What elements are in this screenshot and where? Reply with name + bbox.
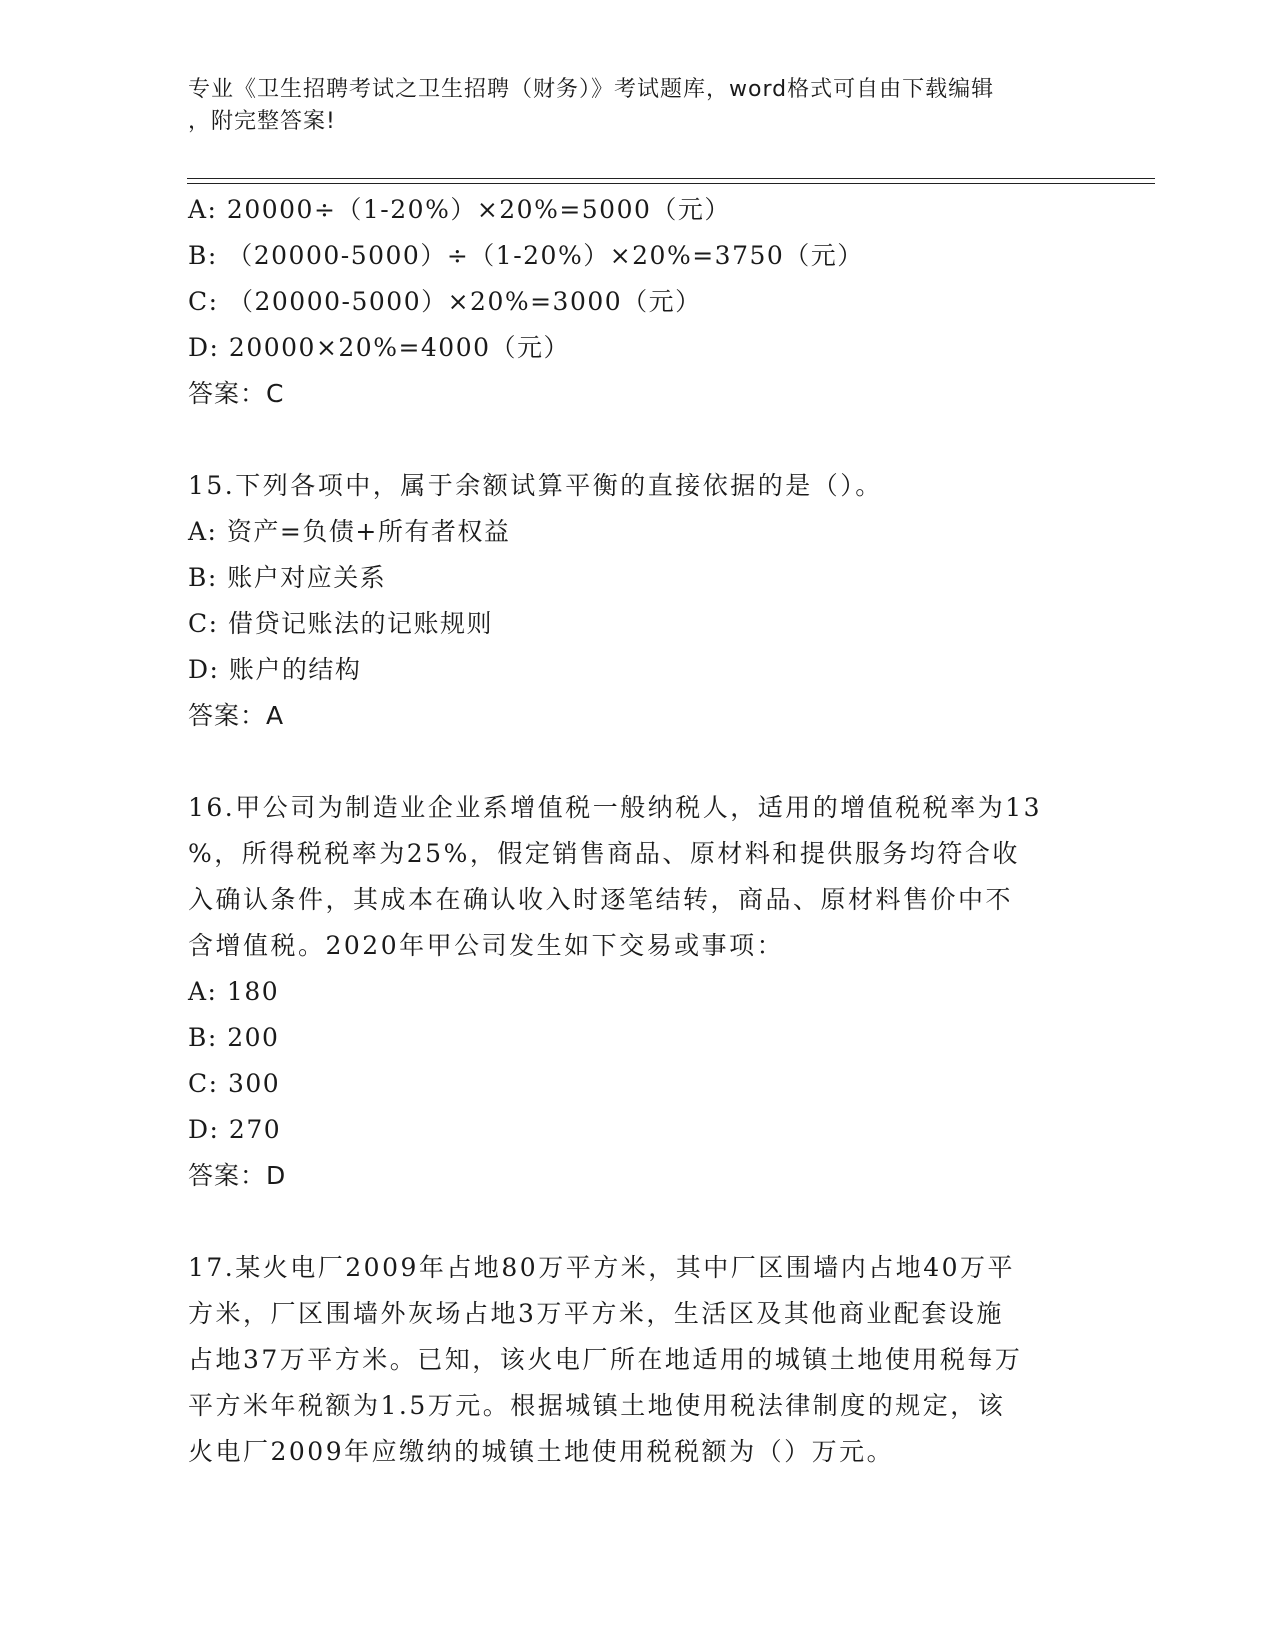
option-a: A: 180	[188, 977, 280, 1006]
spacer	[188, 417, 1088, 463]
question-16-block	[188, 785, 1088, 1199]
option-a: A: 20000÷（1-20%）×20%=5000（元）	[188, 195, 731, 224]
header-divider-bottom	[187, 183, 1155, 184]
header-divider-top	[187, 178, 1155, 179]
option-b: B: （20000-5000）÷（1-20%）×20%=3750（元）	[188, 241, 864, 270]
question-content	[188, 187, 1088, 1475]
option-c: C: 借贷记账法的记账规则	[188, 609, 493, 638]
question-text-line: 16.甲公司为制造业企业系增值税一般纳税人，适用的增值税税率为13	[188, 793, 1043, 822]
answer-line: 答案：D	[188, 1161, 287, 1190]
option-a: A: 资产=负债+所有者权益	[188, 517, 511, 546]
question-text-line: 方米，厂区围墙外灰场占地3万平方米，生活区及其他商业配套设施	[188, 1299, 1004, 1328]
option-d: D: 270	[188, 1115, 282, 1144]
header-line-2: ，附完整答案!	[188, 109, 336, 134]
answer-line: 答案：C	[188, 379, 285, 408]
document-header	[188, 74, 1068, 138]
question-text-line: 入确认条件，其成本在确认收入时逐笔结转，商品、原材料售价中不	[188, 885, 1014, 914]
question-17-block	[188, 1245, 1088, 1475]
spacer	[188, 1199, 1088, 1245]
question-text-line: 含增值税。2020年甲公司发生如下交易或事项：	[188, 931, 785, 960]
question-text-line: 占地37万平方米。已知，该火电厂所在地适用的城镇土地使用税每万	[188, 1345, 1023, 1374]
question-text-line: 平方米年税额为1.5万元。根据城镇土地使用税法律制度的规定，该	[188, 1391, 1006, 1420]
question-15-block	[188, 463, 1088, 739]
option-c: C: （20000-5000）×20%=3000（元）	[188, 287, 702, 316]
option-b: B: 200	[188, 1023, 280, 1052]
question-text: 15.下列各项中，属于余额试算平衡的直接依据的是（）。	[188, 471, 883, 500]
spacer	[188, 739, 1088, 785]
header-line-1: 专业《卫生招聘考试之卫生招聘（财务）》考试题库，word格式可自由下载编辑	[188, 77, 995, 102]
question-14-block	[188, 187, 1088, 417]
question-text-line: 17.某火电厂2009年占地80万平方米，其中厂区围墙内占地40万平	[188, 1253, 1016, 1282]
option-c: C: 300	[188, 1069, 281, 1098]
option-d: D: 20000×20%=4000（元）	[188, 333, 571, 362]
answer-line: 答案：A	[188, 701, 285, 730]
question-text-line: %，所得税税率为25%，假定销售商品、原材料和提供服务均符合收	[188, 839, 1020, 868]
option-d: D: 账户的结构	[188, 655, 362, 684]
option-b: B: 账户对应关系	[188, 563, 387, 592]
question-text-line: 火电厂2009年应缴纳的城镇土地使用税税额为（）万元。	[188, 1437, 895, 1466]
